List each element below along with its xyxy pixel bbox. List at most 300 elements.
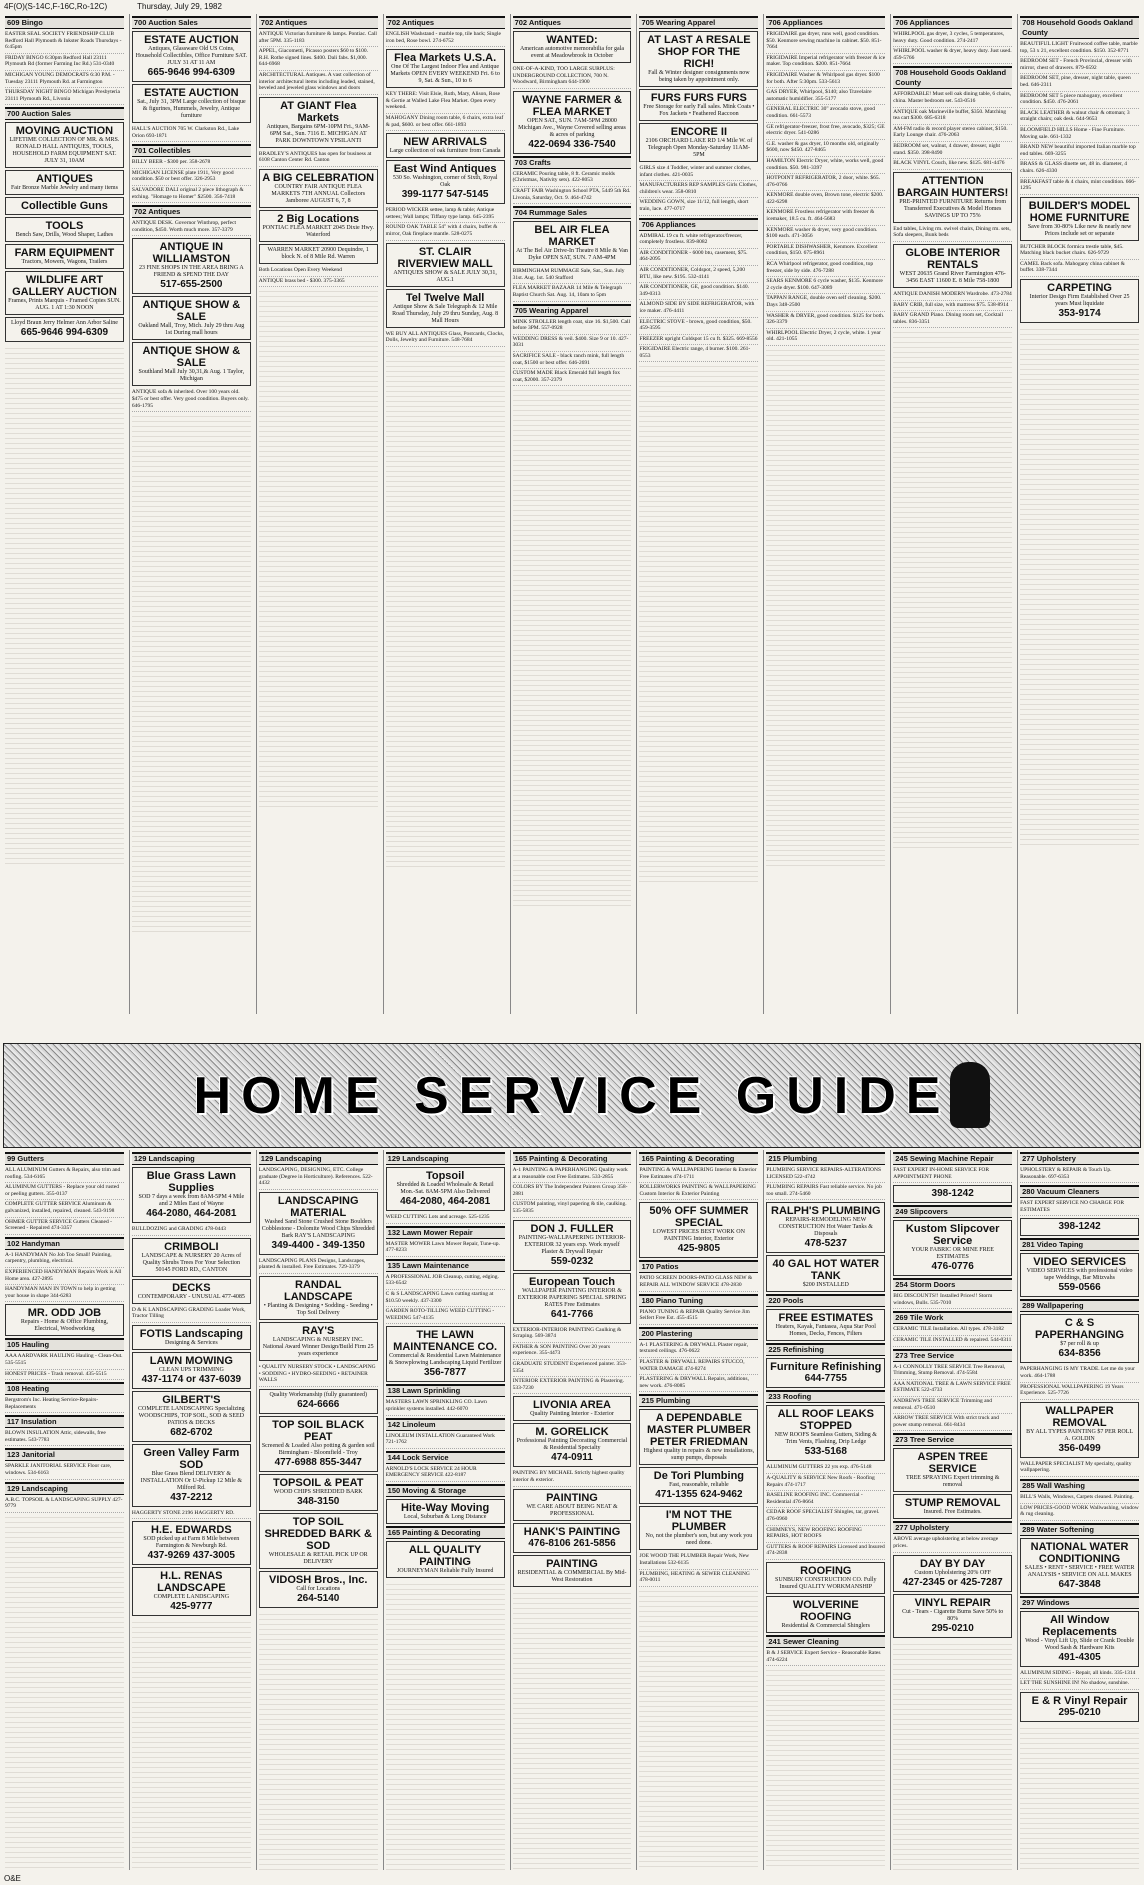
section-heading: 102 Handyman bbox=[5, 1237, 124, 1250]
ad-headline: GLOBE INTERIOR RENTALS bbox=[905, 246, 1001, 271]
ad-body: Bench Saw, Drills, Wood Shaper, Lathes bbox=[15, 232, 114, 239]
display-ad bbox=[259, 1474, 378, 1511]
display-ad bbox=[386, 289, 505, 328]
ad-body: Lloyd Braun Jerry Helmer Ann Arbor Saline bbox=[10, 320, 118, 327]
classified-listing: PAPERHANGING IS MY TRADE. Let me do your work. 464-1788 bbox=[1020, 1365, 1139, 1382]
display-ad bbox=[132, 342, 251, 386]
classified-listing: PROFESSIONAL WALLPAPERING 19 Years Experience. 525-7726 bbox=[1020, 1383, 1139, 1400]
classified-listing: FRIGIDAIRE Washer & Whirlpool gas dryer. $100 for both. After 5:30pm. 533-5613 bbox=[766, 71, 885, 88]
classified-listing: LANDSCAPING PLANS Designs, Landscapes, planted & installed. Free Estimates. 729-3379 bbox=[259, 1257, 378, 1274]
classified-listing: BILL'S Walls, Windows, Carpets cleaned. Painting. bbox=[1020, 1493, 1139, 1504]
classified-listing: • QUALITY NURSERY STOCK • LANDSCAPING • SODDING • HYDRO-SEEDING • RETAINER WALLS bbox=[259, 1363, 378, 1387]
section-heading: 700 Auction Sales bbox=[132, 16, 251, 29]
fine-print-texture bbox=[1020, 1724, 1139, 1870]
ad-body: WARREN MARKET 20900 Dequindre, 1 block N. of 8 Mile Rd. Warren bbox=[267, 246, 369, 260]
classified-listing: ENGLISH Washstand - marble top, tile back; Single iron bed, Rose bowl. 274-6752 bbox=[386, 30, 505, 47]
ad-body: Antiques, Bargains 6PM-10PM Fri., 9AM-6PM Sat., Sun. 7116 E. MICHIGAN AT PARK DOWNTOWN YPSILANTI bbox=[266, 123, 370, 144]
ad-body: Custom Upholstering 20% OFF bbox=[914, 1569, 991, 1576]
section-heading: 200 Plastering bbox=[639, 1327, 758, 1340]
classified-listing: GENERAL ELECTRIC 30" avocado stove, good condition. 661-5573 bbox=[766, 105, 885, 122]
display-ad bbox=[5, 217, 124, 242]
classified-listing: CRAFT FAIR Washington School PTA, 5449 5th Rd. Livonia, Saturday, Oct. 9. 464-4742 bbox=[513, 187, 632, 204]
ad-headline: MR. ODD JOB bbox=[27, 1307, 102, 1320]
display-ad bbox=[132, 238, 251, 294]
display-ad bbox=[893, 1220, 1012, 1276]
display-ad bbox=[132, 31, 251, 82]
classified-listing: EXTERIOR-INTERIOR PAINTING Caulking & Scraping. 569-3874 bbox=[513, 1326, 632, 1343]
ad-headline: BEL AIR FLEA MARKET bbox=[534, 224, 610, 249]
classified-listing: ANTIQUE brass bed - $300. 375-3365 bbox=[259, 277, 378, 288]
section-heading: 285 Wall Washing bbox=[1020, 1479, 1139, 1492]
ad-headline: Flea Markets U.S.A. bbox=[394, 52, 497, 65]
display-ad bbox=[639, 1467, 758, 1504]
ad-headline: DECKS bbox=[172, 1281, 211, 1294]
classified-listing: OHMER GUTTER SERVICE Gutters Cleaned - Screened - Repaired 474-3357 bbox=[5, 1218, 124, 1235]
ad-body: Blue Grass Blend DELIVERY & INSTALLATION Or U-Pickup 12 Mile & Milford Rd. bbox=[140, 1470, 242, 1491]
classified-listing: BEAUTIFUL LIGHT Fruitwood coffee table, marble top, 53 x 21, excellent condition. $150. 352-8771 bbox=[1020, 40, 1139, 57]
ad-phone: 437-9269 437-3005 bbox=[147, 1550, 235, 1562]
classified-column bbox=[1017, 1150, 1141, 1870]
ad-phone: 422-0694 336-7540 bbox=[528, 138, 616, 150]
fine-print-texture bbox=[259, 1610, 378, 1870]
classified-column bbox=[890, 14, 1014, 1014]
classified-listing: THURSDAY NIGHT BINGO Michigan Presbyteria 23111 Plymouth Rd., Livonia bbox=[5, 88, 124, 105]
classified-listing: FLEA MARKET BAZAAR 14 Mile & Telegraph Baptist Church Sat. Aug. 14, 10am to 5pm bbox=[513, 284, 632, 301]
ad-body: WE CARE ABOUT BEING NEAT & PROFESSIONAL bbox=[526, 1503, 618, 1517]
ad-phone: 559-0232 bbox=[550, 1255, 594, 1267]
classified-listing: PAINTING BY MICHAEL Strictly highest quality interior & exterior. bbox=[513, 1469, 632, 1486]
classified-listing: ELECTRIC STOVE - brown, good condition, $50. 459-3595 bbox=[639, 318, 758, 335]
ad-phone: 476-0776 bbox=[931, 1261, 974, 1273]
display-ad bbox=[259, 1389, 378, 1414]
ad-headline: Hite-Way Moving bbox=[401, 1501, 490, 1514]
ad-headline: ST. CLAIR RIVERVIEW MALL bbox=[397, 245, 493, 270]
ad-headline: STUMP REMOVAL bbox=[904, 1497, 1001, 1510]
classified-listing: BABY CRIB, full size, with mattress $75. 538-8914 bbox=[893, 301, 1012, 312]
classified-listing: KENMORE Frostless refrigerator with freezer & icemaker, 18.5 cu. ft. 464-5683 bbox=[766, 208, 885, 225]
display-ad bbox=[132, 1444, 251, 1507]
classified-listing: EASTER SEAL SOCIETY FRIENDSHIP CLUB Redford Hall Plymouth & Inkster Roads Thursdays - 6:45pm bbox=[5, 30, 124, 54]
classified-listing: BULLDOZING and GRADING 478-0443 bbox=[132, 1225, 251, 1236]
ad-body: Heaters, Kayak, Fantasea, Aqua Star Pool Homes, Decks, Fences, Filters bbox=[775, 1324, 876, 1338]
classified-listing: A PROFESSIONAL JOB Cleanup, cutting, edging. 533-6542 bbox=[386, 1273, 505, 1290]
display-ad bbox=[513, 1489, 632, 1521]
classified-listing: KENMORE washer & dryer, very good condition. $100 each. 471-3056 bbox=[766, 226, 885, 243]
classified-listing: CERAMIC Pouring table, 8 ft. Ceramic molds (Christmas, Nativity sets). 422-8053 bbox=[513, 170, 632, 187]
classified-listing: ANTIQUE oak Marineville buffet, $350. Matching tea cart $300. 685-6318 bbox=[893, 108, 1012, 125]
ad-body: BY ALL TYPES PAINTING $7 PER ROLL A. GOLDIN bbox=[1026, 1428, 1134, 1442]
section-heading: 108 Heating bbox=[5, 1382, 124, 1395]
display-ad bbox=[513, 1523, 632, 1553]
display-ad bbox=[132, 1521, 251, 1565]
classified-listing: C & S LANDSCAPING Lawn cutting starting at $10.50 weekly. 437-3300 bbox=[386, 1290, 505, 1307]
ad-body: Quality Workmanship (fully guaranteed) bbox=[269, 1391, 367, 1398]
classified-listing: End tables, Living rm. swivel chairs, Dining rm. sets, Sofa sleepers, Bunk beds bbox=[893, 225, 1012, 242]
display-ad bbox=[132, 84, 251, 123]
display-ad bbox=[1020, 1538, 1139, 1594]
section-heading: 170 Patios bbox=[639, 1260, 758, 1273]
section-heading: 706 Appliances bbox=[893, 16, 1012, 29]
ad-headline: RALPH'S PLUMBING bbox=[771, 1205, 881, 1218]
ad-headline: 40 GAL HOT WATER TANK bbox=[772, 1258, 880, 1283]
classified-listing: AIR CONDITIONER - 6000 btu, casement, $75. 464-2095 bbox=[639, 249, 758, 266]
classified-listing: ALUMINUM GUTTERS - Replace your old rusted or peeling gutters. 355-0137 bbox=[5, 1183, 124, 1200]
ad-headline: A BIG CELEBRATION bbox=[262, 171, 375, 184]
ad-headline: Collectible Guns bbox=[21, 200, 108, 213]
display-ad bbox=[639, 123, 758, 162]
section-heading: 215 Plumbing bbox=[639, 1394, 758, 1407]
display-ad bbox=[1020, 279, 1139, 323]
classified-listing: ANDREWS TREE SERVICE Trimming and removal. 471-0510 bbox=[893, 1397, 1012, 1414]
classified-listing: BLACK LEATHER & walnut chair & ottoman; 3 straight chairs; oak desk. 644-9653 bbox=[1020, 109, 1139, 126]
classified-column bbox=[636, 14, 760, 1014]
classified-listing: WHIRLPOOL gas dryer, 3 cycles, 5 temperatures, heavy duty. Good condition. 274-2417 bbox=[893, 30, 1012, 47]
section-heading: 703 Crafts bbox=[513, 156, 632, 169]
display-ad bbox=[1020, 1253, 1139, 1297]
ad-headline: ANTIQUE SHOW & SALE bbox=[142, 345, 241, 370]
ad-headline: ANTIQUE IN WILLIAMSTON bbox=[152, 241, 231, 266]
display-ad bbox=[513, 1396, 632, 1421]
ad-headline: I'M NOT THE PLUMBER bbox=[665, 1509, 732, 1534]
ad-headline: LAWN MOWING bbox=[149, 1354, 233, 1367]
ad-body: Commercial & Residential Lawn Maintenance & Snowplowing Landscaping Liquid Fertilizer bbox=[388, 1353, 502, 1367]
display-ad bbox=[766, 1255, 885, 1292]
ad-body: JOURNEYMAN Reliable Fully Insured bbox=[396, 1567, 494, 1574]
classified-listing: WALLPAPER SPECIALIST My specialty, quality wallpapering. bbox=[1020, 1460, 1139, 1477]
display-ad bbox=[5, 317, 124, 342]
section-heading: 706 Appliances bbox=[766, 16, 885, 29]
home-service-guide-banner bbox=[3, 1043, 1141, 1148]
classified-listing: AFFORDABLE! Must sell oak dining table, 6 chairs, china. Master bedroom set. 543-0516 bbox=[893, 90, 1012, 107]
ad-body: Designing & Services bbox=[165, 1339, 218, 1346]
classified-listing: HOTPOINT REFRIGERATOR, 2 door, white. $65. 476-0766 bbox=[766, 174, 885, 191]
ad-headline: MOVING AUCTION bbox=[15, 125, 114, 138]
ad-headline: PAINTING bbox=[546, 1491, 598, 1504]
ad-headline: CRIMBOLI bbox=[164, 1240, 219, 1253]
classified-listing: WEDDING DRESS & veil. $400. Size 9 or 10. 427-3031 bbox=[513, 335, 632, 352]
ad-headline: LIVONIA AREA bbox=[532, 1399, 612, 1412]
ad-body: At The Bel Air Drive-In Theatre 8 Mile & Van Dyke OPEN SAT, SUN. 7 AM-4PM bbox=[516, 248, 628, 262]
section-heading: 702 Antiques bbox=[513, 16, 632, 29]
ad-body: 23 FINE SHOPS IN THE AREA BRING A FRIEND & SPEND THE DAY bbox=[138, 265, 244, 279]
classified-listing: LINOLEUM INSTALLATION Guaranteed Work 721-1762 bbox=[386, 1432, 505, 1449]
display-ad bbox=[1020, 197, 1139, 241]
fine-print-texture bbox=[5, 344, 124, 864]
ad-body: WHOLESALE & RETAIL PICK UP OR DELIVERY bbox=[268, 1551, 368, 1565]
classified-listing: CUSTOM MADE Black Emerald full length fox coat, $2000. 357-2379 bbox=[513, 369, 632, 386]
classified-listing: BLOWN INSULATION Attic, sidewalls, free estimates. 543-7783 bbox=[5, 1429, 124, 1446]
ad-headline: DAY BY DAY bbox=[919, 1557, 986, 1570]
fine-print-texture bbox=[132, 1618, 251, 1870]
classified-listing: MICHIGAN YOUNG DEMOCRATS 6:30 P.M. - Tuesday 23111 Plymouth Rd. at Farmington bbox=[5, 71, 124, 88]
ad-headline: BUILDER'S MODEL HOME FURNITURE bbox=[1028, 199, 1131, 224]
ad-body: • Planting & Designing • Sodding - Seeding • Top Soil Delivery bbox=[263, 1302, 373, 1316]
ad-phone: 464-2080, 464-2081 bbox=[146, 1208, 237, 1219]
display-ad bbox=[259, 1416, 378, 1472]
classified-listing: KENMORE double oven, Brown tone, electric $200. 422-6298 bbox=[766, 191, 885, 208]
classifieds-upper-section bbox=[3, 14, 1141, 1014]
ad-headline: Blue Grass Lawn Supplies bbox=[146, 1170, 236, 1194]
ad-headline: Furniture Refinishing bbox=[770, 1361, 882, 1374]
display-ad bbox=[5, 197, 124, 215]
classified-column bbox=[256, 14, 380, 1014]
classified-listing: WEED CUTTING Lots and acreage. 525-1235 bbox=[386, 1213, 505, 1224]
classified-listing: PLUMBING, HEATING & SEWER CLEANING 478-0011 bbox=[639, 1570, 758, 1587]
display-ad bbox=[259, 97, 378, 148]
ad-phone: 533-5168 bbox=[804, 1446, 847, 1458]
classified-listing: BILLY BEER - $300 per. 358-2678 bbox=[132, 158, 251, 169]
classified-column bbox=[636, 1150, 760, 1870]
classified-listing: ANTIQUE Victorian furniture & lamps. Pontiac. Call after 5PM. 335-1183 bbox=[259, 30, 378, 47]
display-ad bbox=[766, 1358, 885, 1388]
ad-body: CONTEMPORARY - UNUSUAL 477-4085 bbox=[137, 1293, 245, 1300]
ad-phone: 425-9805 bbox=[677, 1243, 721, 1255]
ad-headline: THE LAWN MAINTENANCE CO. bbox=[393, 1329, 498, 1354]
ad-body: SUNBURY CONSTRUCTION CO. Fully Insured QUALITY WORKMANSHIP bbox=[775, 1576, 877, 1590]
classified-column bbox=[763, 1150, 887, 1870]
display-ad bbox=[259, 1571, 378, 1608]
classified-listing: PATIO SCREEN DOORS-PATIO GLASS NEW & REPAIR ALL WINDOW SERVICE 478-2830 bbox=[639, 1274, 758, 1291]
ad-body: 2106 ORCHARD LAKE RD 1/4 Mile W. of Telegraph Open Monday-Saturday 11AM-5PM bbox=[645, 138, 753, 158]
ad-phone: 474-0911 bbox=[551, 1452, 593, 1464]
classified-listing: FREEZER upright Coldspot 15 cu ft. $325. 669-8556 bbox=[639, 335, 758, 346]
classifieds-lower-section bbox=[3, 1150, 1141, 1870]
display-ad bbox=[5, 122, 124, 168]
classified-listing: RCA Whirlpool refrigerator, good condition, top freezer, side by side. 476-7288 bbox=[766, 260, 885, 277]
ad-phone: 517-655-2500 bbox=[160, 279, 223, 291]
fine-print-texture bbox=[386, 347, 505, 867]
classified-listing: WHIRLPOOL washer & dryer, heavy duty. Just used. 459-5766 bbox=[893, 47, 1012, 64]
classified-listing: WHIRLPOOL Electric Dryer, 2 cycle, white. 1 year old. 421-1055 bbox=[766, 329, 885, 346]
display-ad bbox=[259, 1322, 378, 1361]
classified-listing: PLUMBING REPAIRS Fast reliable service. No job too small. 274-5460 bbox=[766, 1183, 885, 1200]
ad-headline: PAINTING bbox=[546, 1557, 598, 1570]
ad-body: SOD picked up at Farm 8 Mile between Farmington & Newburgh Rd. bbox=[143, 1536, 240, 1550]
display-ad bbox=[513, 221, 632, 265]
ad-headline: WOLVERINE ROOFING bbox=[792, 1598, 859, 1623]
fine-print-texture bbox=[639, 1587, 758, 1870]
ad-headline: ENCORE II bbox=[670, 126, 728, 138]
ad-headline: Topsoil bbox=[425, 1170, 465, 1182]
classified-listing: COLORS BY The Independent Painters Group 358-2881 bbox=[513, 1183, 632, 1200]
display-ad bbox=[132, 1391, 251, 1442]
classified-listing: MINK STROLLER length coat, size 16. $1,500. Call before 3PM. 557-0928 bbox=[513, 318, 632, 335]
classified-listing: LET THE SUNSHINE IN! No shadow, sunshine. bbox=[1020, 1679, 1139, 1690]
classified-listing: SALVADORE DALI original 2 piece lithograph & etching. "Homage to Homer" $2500. 356-7418 bbox=[132, 186, 251, 203]
classified-listing: AAA NATIONAL TREE & LAWN SERVICE FREE ESTIMATE 522-4733 bbox=[893, 1380, 1012, 1397]
section-heading: 117 Insulation bbox=[5, 1415, 124, 1428]
display-ad bbox=[513, 91, 632, 154]
classified-listing: ALL ALUMINUM Gutters & Repairs, also trim and roofing. 534-6165 bbox=[5, 1166, 124, 1183]
section-heading: 129 Landscaping bbox=[386, 1152, 505, 1165]
fine-print-texture bbox=[259, 287, 378, 807]
display-ad bbox=[386, 1499, 505, 1524]
ad-phone: 295-0210 bbox=[1058, 1706, 1101, 1718]
ad-headline: ASPEN TREE SERVICE bbox=[917, 1451, 988, 1476]
classified-listing: BIRMINGHAM RUMMAGE Sale, Sat., Sun. July 31st. Aug. 1st. 540 Stafford bbox=[513, 267, 632, 284]
section-heading: 273 Tree Service bbox=[893, 1349, 1012, 1362]
ad-headline: GILBERT'S bbox=[162, 1393, 221, 1406]
ad-headline: FARM EQUIPMENT bbox=[14, 247, 115, 260]
classified-listing: KEY THERE: Visit Elsie, Ruth, Mary, Alison, Rose & Gertie at Walled Lake Flea Market. Open every weekend. bbox=[386, 90, 505, 114]
display-ad bbox=[1020, 1611, 1139, 1667]
display-ad bbox=[893, 1555, 1012, 1592]
ad-body: NEW ROOFS Seamless Gutters, Siding & Trim Vents, Flashing, Drip Ledge bbox=[774, 1432, 877, 1446]
ad-headline: ALL QUALITY PAINTING bbox=[408, 1543, 482, 1568]
classified-listing: BREAKFAST table & 4 chairs, mint condition. 666-1295 bbox=[1020, 178, 1139, 195]
ad-headline: M. GORELICK bbox=[535, 1426, 609, 1439]
ad-phone: 471-1355 624-9462 bbox=[655, 1489, 743, 1501]
ad-body: Interior Design Firm Established Over 25 years Must liquidate bbox=[1029, 294, 1130, 308]
classified-listing: FAST EXPERT SERVICE NO CHARGE FOR ESTIMATES bbox=[1020, 1199, 1139, 1216]
classified-listing: D & K LANDSCAPING GRADING Loader Work, Tractor Tilling bbox=[132, 1306, 251, 1323]
classified-listing: JOE WOOD THE PLUMBER Repair Work, New Installations 532-6135 bbox=[639, 1552, 758, 1569]
ad-body: Cut - Tears - Cigarette Burns Save 50% to 80% bbox=[902, 1608, 1004, 1622]
ad-body: Repairs - Home & Office Plumbing, Electrical, Woodworking bbox=[20, 1319, 109, 1333]
ad-body: Fast, reasonable, reliable bbox=[669, 1482, 729, 1489]
section-heading: 123 Janitorial bbox=[5, 1448, 124, 1461]
ad-headline: ESTATE AUCTION bbox=[144, 34, 239, 46]
display-ad bbox=[639, 1506, 758, 1550]
ad-body: Washed Sand Stone Crushed Stone Boulders Cobblestone - Dolomite Wood Chips Shredded Bark RAY'S LANDSCAPING bbox=[261, 1218, 375, 1239]
classified-listing: A-1 PAINTING & PAPERHANGING Quality work at a reasonable cost Free Estimates. 533-2855 bbox=[513, 1166, 632, 1183]
ad-phone: 295-0210 bbox=[931, 1622, 974, 1634]
ad-body: Large collection of oak furniture from Canada bbox=[389, 148, 501, 155]
section-heading: 700 Auction Sales bbox=[5, 107, 124, 120]
classified-listing: ARROW TREE SERVICE With strict truck and power stump removal. 661-8434 bbox=[893, 1414, 1012, 1431]
ad-phone: 665-9646 994-6309 bbox=[147, 67, 235, 78]
classified-listing: ABOVE average upholstering at below average prices. bbox=[893, 1535, 1012, 1552]
display-ad bbox=[893, 244, 1012, 288]
ad-body: LOWEST PRICES BEST WORK ON PAINTING Interior, Exterior bbox=[652, 1229, 745, 1243]
classified-column bbox=[763, 14, 887, 1014]
section-heading: 609 Bingo bbox=[5, 16, 124, 29]
ad-phone: 399-1177 547-5145 bbox=[401, 189, 489, 201]
classified-listing: BRASS & GLASS dinette set, 48 in. diameter, 4 chairs. 626-4330 bbox=[1020, 160, 1139, 177]
display-ad bbox=[513, 31, 632, 63]
ad-body: REPAIRS-REMODELING NEW CONSTRUCTION Hot Water Tanks & Disposals bbox=[778, 1217, 873, 1238]
classified-listing: CERAMIC TILE Installation. All types. 478-3182 bbox=[893, 1325, 1012, 1336]
classified-listing: BRADLEY'S ANTIQUES has open for business at 6108 Canton Center Rd. Canton bbox=[259, 150, 378, 167]
section-heading: 281 Video Taping bbox=[1020, 1238, 1139, 1251]
fine-print-texture bbox=[5, 1513, 124, 1870]
ad-body: Frames, Prints Marquis - Framed Copies SUN. AUG. 1 AT 1:30 NOON bbox=[8, 298, 121, 312]
section-heading: 705 Wearing Apparel bbox=[639, 16, 758, 29]
ad-headline: De Tori Plumbing bbox=[653, 1470, 745, 1483]
classified-listing: A-QUALITY & SERVICE New Roofs - Roofing Repairs 474-1717 bbox=[766, 1474, 885, 1491]
fine-print-texture bbox=[1020, 325, 1139, 845]
classified-listing: ADMIRAL 19 cu ft. white refrigerator/freezer, completely frostless. 839-8082 bbox=[639, 232, 758, 249]
classified-listing: FRIGIDAIRE gas dryer, runs well, good condition. $50. Kenmore sewing machine in cabinet. $50. 851-7664 bbox=[766, 30, 885, 54]
display-ad bbox=[386, 243, 505, 287]
fine-print-texture bbox=[513, 1589, 632, 1871]
display-ad bbox=[639, 1409, 758, 1465]
display-ad bbox=[513, 1220, 632, 1271]
ad-phone: 491-4305 bbox=[1058, 1651, 1101, 1663]
classified-listing: ALUMINUM SIDING - Repair, all kinds. 335-1314 bbox=[1020, 1669, 1139, 1680]
section-heading: 105 Hauling bbox=[5, 1338, 124, 1351]
ad-headline: ANTIQUES bbox=[36, 173, 93, 186]
display-ad bbox=[132, 1238, 251, 1277]
display-ad bbox=[386, 1326, 505, 1382]
ad-body: Screened & Loaded Also potting & garden soil Birmingham - Bloomfield - Troy bbox=[261, 1442, 375, 1456]
display-ad bbox=[1020, 1218, 1139, 1236]
classified-listing: AAA AARDVARK HAULING Hauling - Clean-Out. 535-5515 bbox=[5, 1352, 124, 1369]
fine-print-texture bbox=[893, 1640, 1012, 1871]
classified-listing: LANDSCAPING, DESIGNING, ETC. College graduate (Degree in Horticulture). References. 522-4432 bbox=[259, 1166, 378, 1190]
display-ad bbox=[5, 1304, 124, 1336]
ad-phone: 647-3848 bbox=[1058, 1578, 1101, 1590]
fine-print-texture bbox=[893, 328, 1012, 848]
classified-listing: BABY GRAND Piano. Dining room set, Cocktail tables. 836-3351 bbox=[893, 311, 1012, 328]
section-heading: 135 Lawn Maintenance bbox=[386, 1259, 505, 1272]
ad-body: Free Storage for early Fall sales. Mink Coats • Fox Jackets • Feathered Raccoon bbox=[643, 104, 755, 117]
classified-listing: FATHER & SON PAINTING Over 20 years experience. 355-4473 bbox=[513, 1343, 632, 1360]
fine-print-texture bbox=[386, 1580, 505, 1870]
classified-listing: HAGGERTY STONE 2196 HAGGERTY RD. bbox=[132, 1509, 251, 1520]
ad-body: WOOD CHIPS SHREDDED BARK bbox=[273, 1488, 363, 1495]
display-ad bbox=[5, 170, 124, 195]
ad-body: Tractors, Mowers, Wagons, Trailers bbox=[21, 259, 108, 266]
ad-body: Residential & Commercial Shinglers bbox=[781, 1622, 871, 1629]
ad-body: Local, Suburban & Long Distance bbox=[403, 1513, 487, 1520]
fine-print-texture bbox=[513, 386, 632, 906]
ad-headline: WILDLIFE ART GALLERY AUCTION bbox=[12, 274, 117, 299]
classified-listing: MASTERS LAWN SPRINKLING CO. Lawn sprinkler systems installed. 442-6070 bbox=[386, 1398, 505, 1415]
classified-listing: AIR CONDITIONER, Coldspot, 2 speed, 5,200 BTU, like new. $195. 532-4141 bbox=[639, 266, 758, 283]
ad-body: Professional Painting Decorating Commercial & Residential Specialty bbox=[516, 1438, 628, 1452]
ad-body: COMPLETE LANDSCAPING Specializing WOODSCHIPS, TOP SOIL, SOD & SEED PATIOS & DECKS bbox=[138, 1405, 245, 1426]
section-heading: 277 Upholstery bbox=[893, 1521, 1012, 1534]
classified-listing: ANTIQUE DANISH MODERN Wardrobe. 473-2784 bbox=[893, 290, 1012, 301]
section-heading: 99 Gutters bbox=[5, 1152, 124, 1165]
classified-listing: BEDROOM SET - French Provincial, dresser with mirror, chest of drawers. 879-6592 bbox=[1020, 57, 1139, 74]
ad-headline: VIDEO SERVICES bbox=[1033, 1256, 1126, 1269]
classified-column bbox=[383, 14, 507, 1014]
display-ad bbox=[386, 133, 505, 158]
ad-body: No, not the plumber's son, but any work you need done. bbox=[645, 1533, 753, 1547]
ad-phone: 559-0566 bbox=[1058, 1282, 1101, 1294]
classified-listing: BLOOMFIELD HILLS Home - Fine Furniture. Moving sale. 661-1332 bbox=[1020, 126, 1139, 143]
ad-body: CLEAN UPS TRIMMING bbox=[158, 1366, 224, 1373]
classified-listing: HANDYMAN MAN IN TOWN to help in getting your house in shape 344-6283 bbox=[5, 1285, 124, 1302]
ad-body: One Of The Largest Indoor Flea and Antique Markets OPEN EVERY WEEKEND Fri. 6 to 9, Sat. & Sun., 10 to 6 bbox=[390, 64, 500, 85]
ad-body: Antiques, Glassware Old US Coins, Household Collectibles, Office Furniture SAT. JULY 31 AT 11 AM bbox=[135, 46, 248, 66]
classified-listing: INTERIOR EXTERIOR PAINTING & Plastering. 533-7230 bbox=[513, 1377, 632, 1394]
ad-phone: 644-7755 bbox=[804, 1373, 847, 1385]
ad-body: COUNTRY FAIR ANTIQUE FLEA MARKETS 7TH ANNUAL Collectors Jamboree AUGUST 6, 7, 8 bbox=[271, 183, 366, 204]
section-heading: 273 Tree Service bbox=[893, 1433, 1012, 1446]
ad-headline: WALLPAPER REMOVAL bbox=[1045, 1404, 1114, 1429]
ad-phone: 353-9174 bbox=[1058, 308, 1101, 320]
section-heading: 241 Sewer Cleaning bbox=[766, 1635, 885, 1648]
display-ad bbox=[386, 160, 505, 204]
fine-print-texture bbox=[766, 1666, 885, 1870]
section-heading: 129 Landscaping bbox=[132, 1152, 251, 1165]
ad-headline: European Touch bbox=[529, 1275, 615, 1288]
classified-listing: ARCHITECTURAL Antiques. A vast collection of interior architectural items including leaded, stained, beveled and jeweled glass windows and doors bbox=[259, 71, 378, 95]
ad-body: WALLPAPER PAINTING INTERIOR & EXTERIOR PAPERING SPECIAL SPRING RATES Free Estimates bbox=[517, 1287, 627, 1308]
ad-body: PONTIAC FLEA MARKET 2045 Dixie Hwy. Waterford bbox=[262, 224, 374, 238]
ad-headline: Kustom Slipcover Service bbox=[905, 1223, 1000, 1248]
ad-body: COMPLETE LANDSCAPING bbox=[153, 1594, 230, 1601]
display-ad bbox=[766, 1309, 885, 1341]
ad-headline: FURS FURS FURS bbox=[650, 92, 747, 104]
ad-headline: TOPSOIL & PEAT bbox=[272, 1476, 364, 1489]
ad-headline: ALL ROOF LEAKS STOPPED bbox=[777, 1408, 874, 1433]
ad-headline: Tel Twelve Mall bbox=[405, 291, 485, 304]
ad-headline: E & R Vinyl Repair bbox=[1031, 1694, 1128, 1707]
